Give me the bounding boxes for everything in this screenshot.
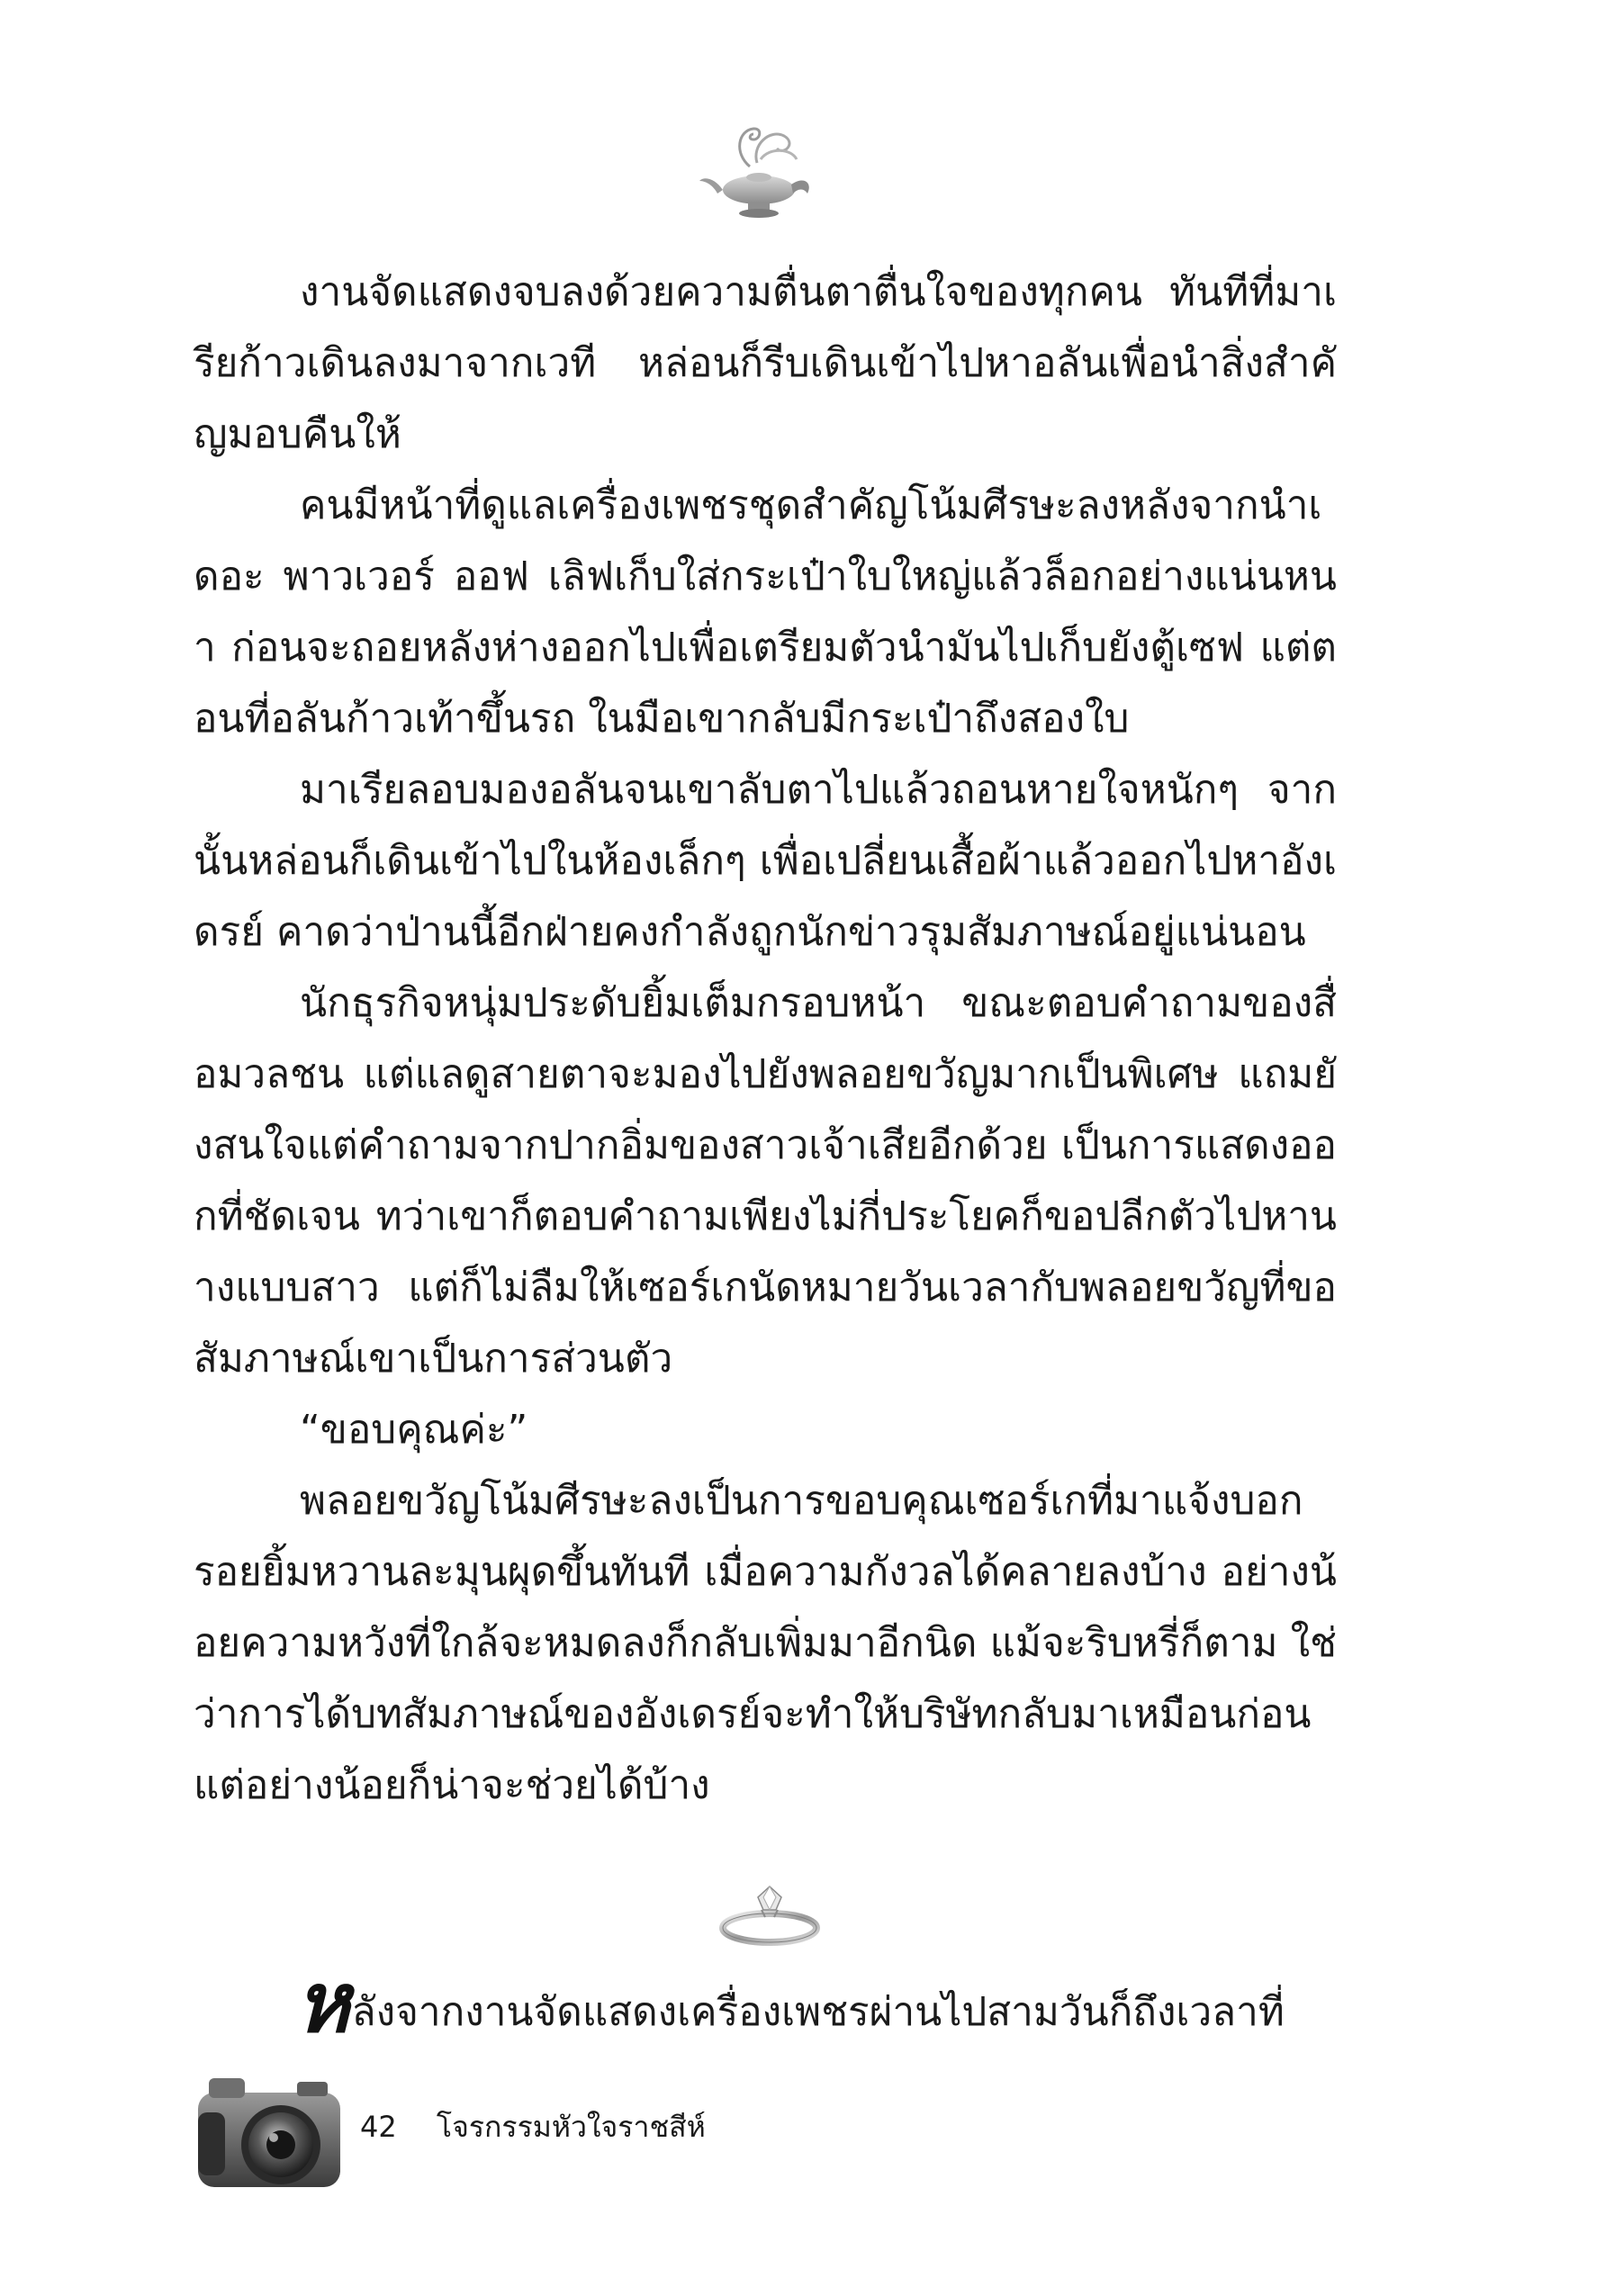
- running-title: โจรกรรมหัวใจราชสีห์: [436, 2110, 706, 2144]
- dialogue-line: “ขอบคุณค่ะ”: [300, 1407, 528, 1453]
- paragraph: นักธุรกิจหนุ่มประดับยิ้มเต็มกรอบหน้า ขณะตอบคำถามของสื่อมวลชน แต่แลดูสายตาจะมองไปยังพลอยขวัญมากเป็นพิเศษ แถมยังสนใจแต่คำถามจากปากอิ่มของสาวเจ้าเสียอีกด้วย เป็นการแสดงออกที่ชัดเจน ทว่าเขาก็ตอบคำถามเพียงไม่กี่ประโยคก็ขอปลีกตัวไปหานางแบบสาว แต่ก็ไม่ลืมให้เซอร์เกนัดหมายวันเวลากับพลอยขวัญที่ขอสัมภาษณ์เขาเป็นการส่วนตัว: [194, 980, 1337, 1382]
- diamond-ring-icon: [711, 1872, 828, 1953]
- page-footer: [360, 2109, 706, 2145]
- genie-lamp-icon: [698, 104, 824, 230]
- paragraph: มาเรียลอบมองอลันจนเขาลับตาไปแล้วถอนหายใจหนักๆ จากนั้นหล่อนก็เดินเข้าไปในห้องเล็กๆ เพื่อเปลี่ยนเสื้อผ้าแล้วออกไปหาอังเดรย์ คาดว่าป่านนี้อีกฝ่ายคงกำลังถูกนักข่าวรุมสัมภาษณ์อยู่แน่นอน: [194, 767, 1337, 955]
- paragraph: พลอยขวัญโน้มศีรษะลงเป็นการขอบคุณเซอร์เกที่มาแจ้งบอก รอยยิ้มหวานละมุนผุดขึ้นทันที เมื่อความกังวลได้คลายลงบ้าง อย่างน้อยความหวังที่ใกล้จะหมดลงก็กลับเพิ่มมาอีกนิด แม้จะริบหรี่ก็ตาม ใช่ว่าการได้บทสัมภาษณ์ของอังเดรย์จะทำให้บริษัทกลับมาเหมือนก่อน แต่อย่างน้อยก็น่าจะช่วยได้บ้าง: [194, 1478, 1337, 1808]
- camera-icon: [191, 2066, 348, 2201]
- chapter-body: [194, 257, 1337, 1821]
- paragraph: งานจัดแสดงจบลงด้วยความตื่นตาตื่นใจของทุกคน ทันทีที่มาเรียก้าวเดินลงมาจากเวที หล่อนก็รีบเดินเข้าไปหาอลันเพื่อนำสิ่งสำคัญมอบคืนให้: [194, 269, 1337, 457]
- section-opening-text: ลังจากงานจัดแสดงเครื่องเพชรผ่านไปสามวันก็ถึงเวลาที่: [351, 1989, 1285, 2035]
- section-opening-line: [295, 1954, 1339, 2051]
- drop-cap: ห: [295, 1954, 350, 2051]
- paragraph: คนมีหน้าที่ดูแลเครื่องเพชรชุดสำคัญโน้มศีรษะลงหลังจากนำเดอะ พาวเวอร์ ออฟ เลิฟเก็บใส่กระเป๋าใบใหญ่แล้วล็อกอย่างแน่นหนา ก่อนจะถอยหลังห่างออกไปเพื่อเตรียมตัวนำมันไปเก็บยังตู้เซฟ แต่ตอนที่อลันก้าวเท้าขึ้นรถ ในมือเขากลับมีกระเป๋าถึงสองใบ: [194, 482, 1337, 742]
- page-number: 42: [360, 2110, 397, 2144]
